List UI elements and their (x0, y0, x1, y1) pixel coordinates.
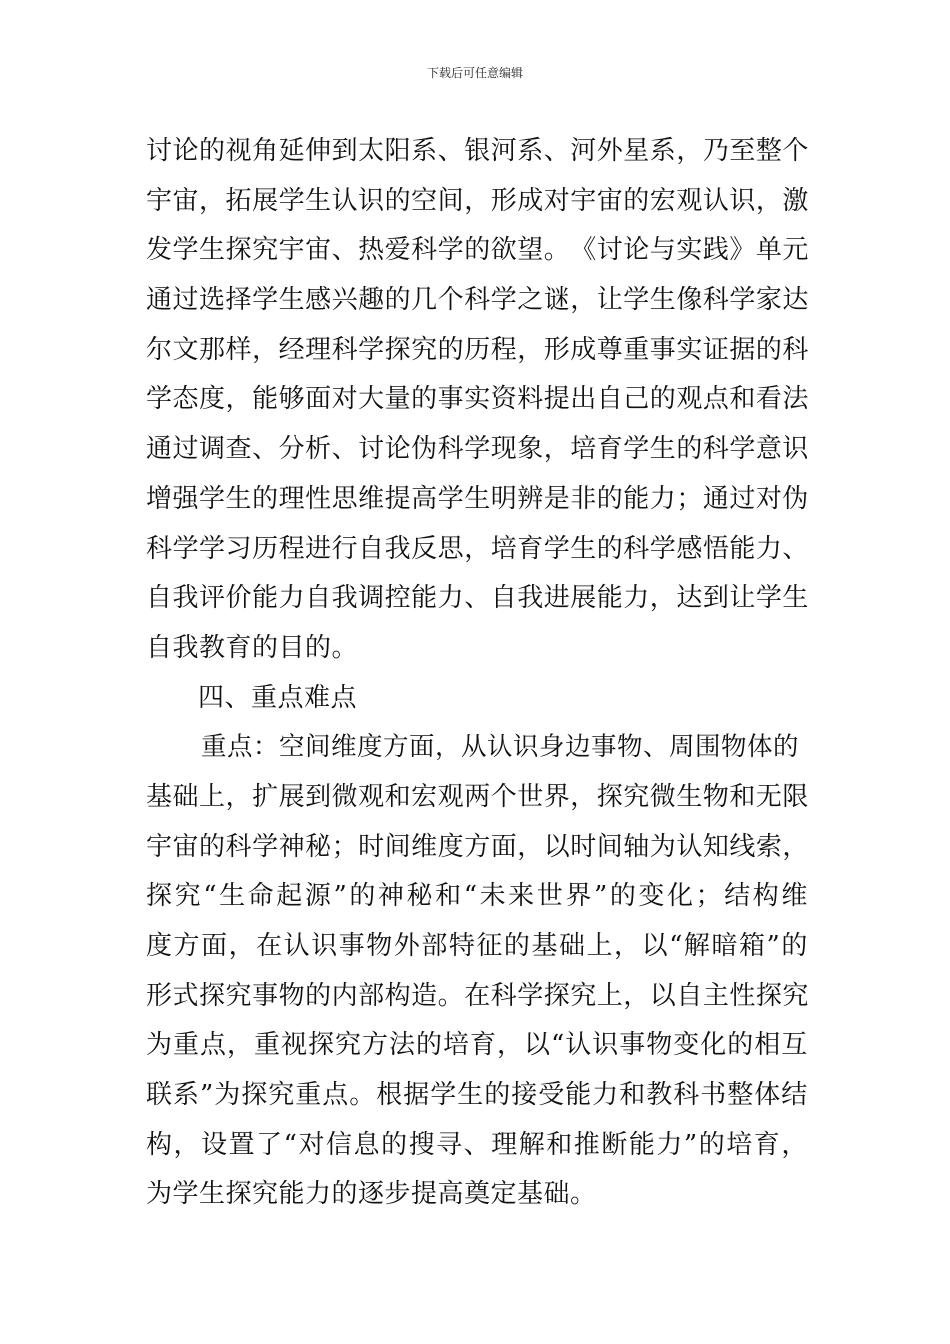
text-line: 宇 宙 ， 拓 展 学 生 认 识 的 空 间 ， 形 成 对 宇 宙 的 宏 观 认 识 ， 激 (146, 185, 809, 216)
text-line: 为学生探究能力的逐步提高奠定基础。 (146, 1179, 597, 1210)
text-line: 宇 宙 的 科 学 神 秘 ； 时 间 维 度 方 面 ， 以 时 间 轴 为 认 知 线 索 ， (146, 831, 809, 862)
text-line: 学 态 度 ， 能 够 面 对 大 量 的 事 实 资 料 提 出 自 己 的 观 点 和 看 法 (146, 384, 809, 415)
text-line: 联 系 ” 为 探 究 重 点 。 根 据 学 生 的 接 受 能 力 和 教 科 书 整 体 结 (146, 1080, 808, 1111)
text-line: 度 方 面 ， 在 认 识 事 物 外 部 特 征 的 基 础 上 ， 以 “ 解 暗 箱 ” 的 (146, 931, 808, 961)
text-line: 构 ， 设 置 了 “ 对 信 息 的 搜 寻 、 理 解 和 推 断 能 力 ” 的 培 育 ， (146, 1129, 808, 1160)
section-heading: 四、重点难点 (198, 682, 358, 713)
page-header: 下载后可任意编辑 (426, 66, 523, 80)
text-line: 讨 论 的 视 角 延 伸 到 太 阳 系 、 银 河 系 、 河 外 星 系 ， 乃 至 整 个 (146, 136, 809, 166)
text-line: 科 学 学 习 历 程 进 行 自 我 反 思 ， 培 育 学 生 的 科 学 感 悟 能 力 、 (146, 533, 809, 564)
text-line: 自我教育的目的。 (146, 632, 359, 663)
text-line: 通 过 选 择 学 生 感 兴 趣 的 几 个 科 学 之 谜 ， 让 学 生 像 科 学 家 达 (146, 285, 809, 316)
text-line: 尔 文 那 样 ， 经 理 科 学 探 究 的 历 程 ， 形 成 尊 重 事 实 证 据 的 科 (146, 334, 809, 365)
text-line: 重点：空间维度方面，从认识身边事物、周围物体的 (201, 732, 800, 763)
text-line: 自 我 评 价 能 力 自 我 调 控 能 力 、 自 我 进 展 能 力 ， 达 到 让 学 生 (146, 583, 809, 614)
text-line: 形 式 探 究 事 物 的 内 部 构 造 。 在 科 学 探 究 上 ， 以 自 主 性 探 究 (146, 980, 809, 1011)
body-text (146, 127, 808, 1220)
text-line: 探 究 “ 生 命 起 源 ” 的 神 秘 和 “ 未 来 世 界 ” 的 变 化 ； 结 构 维 (146, 881, 808, 912)
text-line: 为 重 点 ， 重 视 探 究 方 法 的 培 育 ， 以 “ 认 识 事 物 变 化 的 相 互 (146, 1030, 808, 1061)
text-line: 基 础 上 ， 扩 展 到 微 观 和 宏 观 两 个 世 界 ， 探 究 微 生 物 和 无 限 (146, 781, 809, 812)
text-line: 通 过 调 查 、 分 析 、 讨 论 伪 科 学 现 象 ， 培 育 学 生 的 科 学 意 识 (146, 434, 809, 465)
text-line: 增 强 学 生 的 理 性 思 维 提 高 学 生 明 辨 是 非 的 能 力 ； 通 过 对 伪 (146, 483, 809, 514)
text-line: 发 学 生 探 究 宇 宙 、 热 爱 科 学 的 欲 望 。 《 讨 论 与 实 践 》 单 元 (146, 235, 809, 266)
